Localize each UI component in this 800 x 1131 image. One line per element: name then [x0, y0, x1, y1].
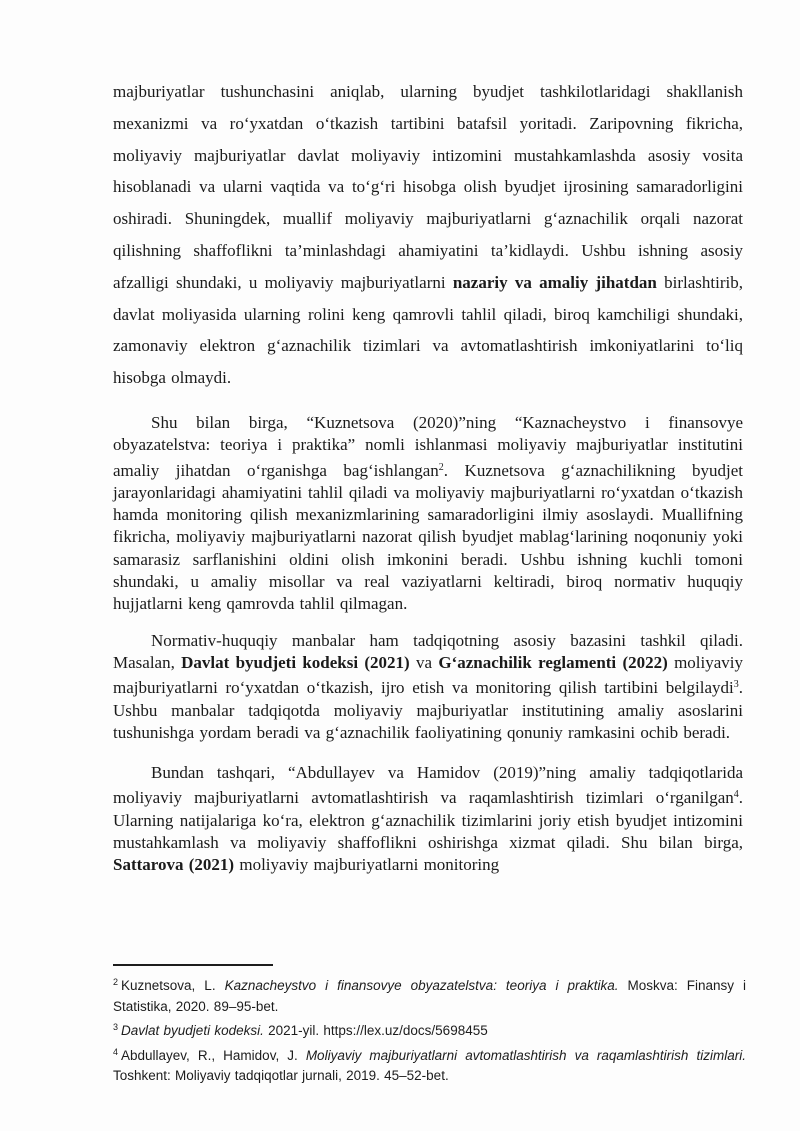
- text-run: Davlat byudjeti kodeksi.: [121, 1023, 264, 1038]
- text-run: moliyaviy majburiyatlarni ro‘yxatdan o‘tkazish, ijro etish va monitoring qilish tartibini belgilaydi: [113, 652, 744, 698]
- text-run: . Kuznetsova g‘aznachilikning byudjet jarayonlaridagi ahamiyatini tahlil qiladi va moliyaviy majburiyatlarni ro‘yxatdan o‘tkazish hamda monitoring qilish mexanizmlarining samaradorligini ilmiy asoslaydi. Muallifning fikricha, moliyaviy majburiyatlarni nazorat qilish byudjet mablag‘larining noqonuniy yoki samarasiz sarflanishini oldini olish imkonini beradi. Ushbu ishning kuchli tomoni shundaki, u amaliy misollar va real vaziyatlarni keltiradi, biroq normativ huquqiy hujjatlarni keng qamrovda tahlil qilmagan.: [113, 460, 743, 614]
- text-run: moliyaviy majburiyatlarni monitoring: [234, 855, 500, 875]
- text-run: Moskva: Finansy i Statistika, 2020. 89–95-bet.: [113, 978, 746, 1014]
- body-paragraph: [113, 76, 743, 394]
- footnote-marker: 4: [113, 1046, 119, 1057]
- footnote: [113, 1042, 746, 1087]
- text-run: nazariy va amaliy jihatdan: [452, 272, 657, 292]
- body-paragraph: [113, 762, 743, 876]
- footnote-separator: [113, 964, 273, 966]
- text-run: . Ushbu manbalar tadqiqotda moliyaviy majburiyatlar institutining amaliy asoslarini tushunishga yordam beradi va g‘aznachilik faoliyatining qonuniy ramkasini ochib beradi.: [113, 678, 743, 742]
- text-run: majburiyatlar tushunchasini aniqlab, ularning byudjet tashkilotlaridagi shakllanish mexanizmi va ro‘yxatdan o‘tkazish tartibini batafsil yoritadi. Zaripovning fikricha, moliyaviy majburiyatlar davlat moliyaviy intizomini mustahkamlashda asosiy vosita hisoblanadi va ularni vaqtida va to‘g‘ri hisobga olish byudjet ijrosining samaradorligini oshiradi. Shuningdek, muallif moliyaviy majburiyatlarni g‘aznachilik orqali nazorat qilishning shaffoflikni ta’minlashdagi ahamiyatini ta’kidlaydi. Ushbu ishning asosiy afzalligi shundaki, u moliyaviy majburiyatlarni: [113, 82, 743, 292]
- text-run: birlashtirib, davlat moliyasida ularning rolini keng qamrovli tahlil qiladi, biroq kamchiligi shundaki, zamonaviy elektron g‘aznachilik tizimlari va avtomatlashtirish imkoniyatlarini to‘liq hisobga olmaydi.: [113, 272, 743, 388]
- footnote-reference: 2: [438, 461, 444, 473]
- footnote: [113, 972, 746, 1017]
- text-run: Kuznetsova, L.: [121, 978, 225, 993]
- footnote-reference: 3: [733, 679, 739, 691]
- text-run: Davlat byudjeti kodeksi (2021): [181, 652, 410, 672]
- document-body: [113, 76, 743, 877]
- text-run: Bundan tashqari, “Abdullayev va Hamidov (2019)”ning amaliy tadqiqotlarida moliyaviy majburiyatlarni avtomatlashtirish va raqamlashtirish tizimlari o‘rganilgan: [113, 763, 743, 808]
- text-run: . Ularning natijalariga ko‘ra, elektron g‘aznachilik tizimlarini joriy etish byudjet intizomini mustahkamlash va moliyaviy shaffoflikni oshirishga xizmat qiladi. Shu bilan birga,: [113, 788, 743, 853]
- footnote-marker: 2: [113, 977, 119, 987]
- footnote-reference: 4: [733, 789, 739, 801]
- body-paragraph: [113, 412, 743, 616]
- footnote-text: [113, 978, 746, 1014]
- footnote-marker: 3: [113, 1022, 119, 1032]
- text-run: Kaznacheystvo i finansovye obyazatelstva: teoriya i praktika.: [224, 978, 619, 993]
- text-run: 2021-yil. https://lex.uz/docs/5698455: [263, 1023, 488, 1038]
- text-run: Shu bilan birga, “Kuznetsova (2020)”ning “Kaznacheystvo i finansovye obyazatelstva: teoriya i praktika” nomli ishlanmasi moliyaviy majburiyatlar institutini amaliy jihatdan o‘rganishga bag‘ishlangan: [113, 412, 743, 480]
- text-run: Abdullayev, R., Hamidov, J.: [121, 1047, 306, 1063]
- text-run: G‘aznachilik reglamenti (2022): [438, 652, 668, 672]
- footnote-text: [113, 1048, 746, 1084]
- text-run: va: [409, 652, 439, 672]
- footnote-text: [121, 1023, 488, 1038]
- text-run: Normativ-huquqiy manbalar ham tadqiqotning asosiy bazasini tashkil qiladi. Masalan,: [113, 630, 743, 672]
- text-run: Moliyaviy majburiyatlarni avtomatlashtirish va raqamlashtirish tizimlari.: [305, 1047, 746, 1063]
- text-run: Sattarova (2021): [113, 855, 235, 875]
- body-paragraph: [113, 630, 743, 744]
- footnote: [113, 1017, 746, 1042]
- footnotes-section: [113, 964, 746, 1087]
- text-run: Toshkent: Moliyaviy tadqiqotlar jurnali, 2019. 45–52-bet.: [113, 1068, 449, 1083]
